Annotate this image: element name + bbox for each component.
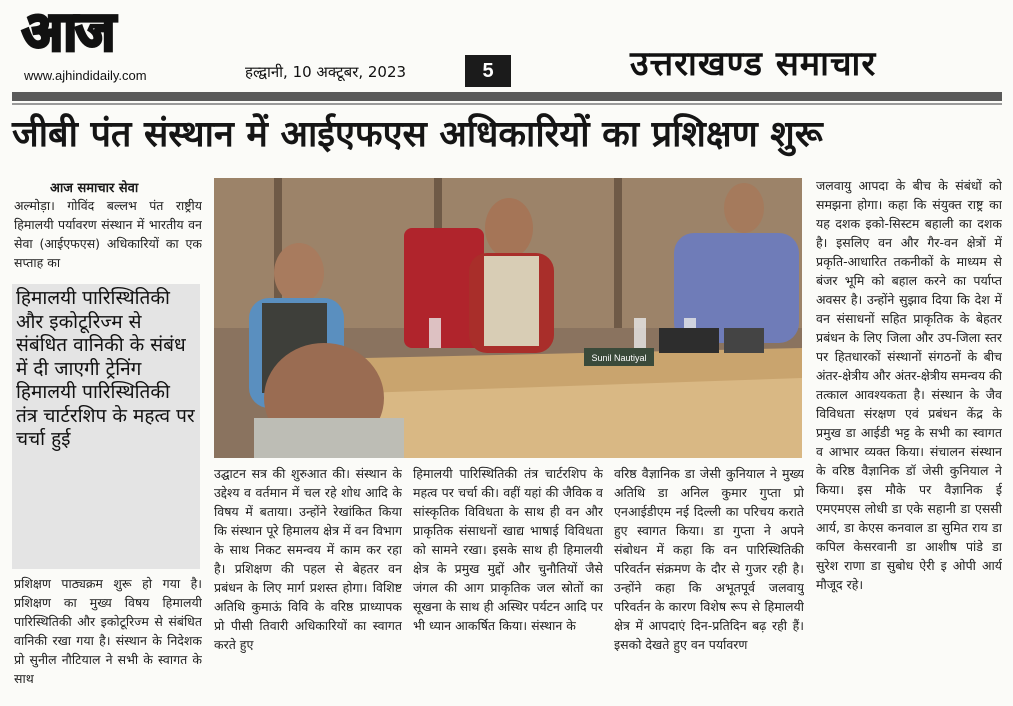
col1-top-text: अल्मोड़ा। गोविंद बल्लभ पंत राष्ट्रीय हिमालयी पर्यावरण संस्थान में भारतीय वन सेवा (आईएफएस) अधिकारियों का एक सप्ताह का bbox=[14, 198, 202, 270]
meeting-photo-illustration bbox=[214, 178, 802, 458]
col4-text: वरिष्ठ वैज्ञानिक डा जेसी कुनियाल ने मुख्य अतिथि डा अनिल कुमार गुप्ता प्रो एनआईडीएम नई दिल्ली का परिचय कराते हुए स्वागत किया। डा गुप्ता ने अपने संबोधन में कहा कि वन पारिस्थितिकी परिवर्तन संक्रमण के दौर से गुजर रही है। उन्होंने कहा कि अभूतपूर्व जलवायु परिवर्तन के कारण विशेष रूप से हिमालयी क्षेत्र में आपदाएं दिन-प्रतिदिन बढ़ रही हैं। इसको देखते हुए वन पर्यावरण bbox=[614, 466, 804, 652]
col1-bottom-text: प्रशिक्षण पाठ्यक्रम शुरू हो गया है। प्रशिक्षण का मुख्य विषय हिमालयी पारिस्थितिकी और इकोटूरिज्म से संबंधित वानिकी रखा गया है। संस्थान के निदेशक प्रो सुनील नौटियाल ने सभी के स्वागत के साथ bbox=[14, 576, 202, 686]
article-column-5 bbox=[816, 176, 1002, 706]
col2-text: उद्घाटन सत्र की शुरुआत की। संस्थान के उद्देश्य व वर्तमान में चल रहे शोध आदि के विषय में बताया। उन्होंने रेखांकित किया कि संस्थान पूरे हिमालय क्षेत्र में वन विभाग के साथ निकट समन्वय में काम कर रहा है। प्रशिक्षण की पहल से बेहतर वन प्रबंधन के लिए मार्ग प्रशस्त होगा। विशिष्ट अतिथि कुमाऊं विवि के वरिष्ठ प्राध्यापक प्रो पीसी तिवारी अधिकारियों का स्वागत करते हुए bbox=[214, 466, 402, 652]
header-rule bbox=[12, 92, 1002, 101]
page-number: 5 bbox=[465, 55, 511, 87]
dateline: हल्द्वानी, 10 अक्टूबर, 2023 bbox=[245, 63, 407, 81]
news-photo bbox=[214, 178, 802, 458]
article-column-2 bbox=[214, 464, 402, 706]
article-column-1-bottom bbox=[14, 574, 202, 706]
headline: जीबी पंत संस्थान में आईएफएस अधिकारियों का प्रशिक्षण शुरू bbox=[12, 114, 823, 155]
pull-quote: हिमालयी पारिस्थितिकी और इकोटूरिज्म से संबंधित वानिकी के संबंध में दी जाएगी ट्रेनिंग हिमालयी पारिस्थितिकी तंत्र चार्टरशिप के महत्व पर चर्चा हुई bbox=[12, 284, 200, 569]
byline: आज समाचार सेवा bbox=[50, 181, 139, 196]
section-title: उत्तराखण्ड समाचार bbox=[630, 44, 877, 84]
article-column-3 bbox=[413, 464, 603, 706]
col5-text: जलवायु आपदा के बीच के संबंधों को समझना होगा। कहा कि संयुक्त राष्ट्र का यह दशक इको-सिस्टम बहाली का दशक है। इसलिए वन और गैर-वन क्षेत्रों में प्रकृति-आधारित तकनीकों के माध्यम से बंजर भूमि को बहाल करने का पर्याप्त अवसर है। उन्होंने सुझाव दिया कि देश में वन संसाधनों सहित प्राकृतिक के बेहतर प्रबंधन के लिए जिला और उप-जिला स्तर पर हितधारकों संस्थानों संगठनों के बीच अंतर-क्षेत्रीय और अंतर-क्षेत्रीय समन्वय की तत्काल आवश्यकता है। संस्थान के जैव विविधता संरक्षण एवं प्रबंधन केंद्र के प्रमुख डा आईडी भट्ट के सभी का स्वागत व आभार व्यक्त किया। संचालन संस्थान के वरिष्ठ वैज्ञानिक डॉ जेसी कुनियाल ने किया। इस मौके पर वैज्ञानिक ई एमएमएस लोधी डा एके सहानी डा एससी आर्य, डा केएस कनवाल डा सुमित राय डा कपिल केसरवानी डा आशीष पांडे डा सुरेश राणा डा सुबोध ऐरी इ ओपी आर्य मौजूद रहे। bbox=[816, 178, 1002, 592]
newspaper-logo: आज bbox=[22, 0, 114, 63]
website-url[interactable]: www.ajhindidaily.com bbox=[24, 68, 147, 83]
nameplate-text: Sunil Nautiyal bbox=[591, 353, 647, 363]
article-column-4 bbox=[614, 464, 804, 706]
col3-text: हिमालयी पारिस्थितिकी तंत्र चार्टरशिप के महत्व पर चर्चा की। वहीं यहां की जैविक व सांस्कृतिक विविधता के साथ ही वन और प्राकृतिक संसाधनों खाद्य भाषाई विविधता को सामने रखा। इसके साथ ही हिमालयी क्षेत्र के प्रमुख मुद्दों और चुनौतियों जैसे जंगल की आग प्राकृतिक जल स्रोतों का सूखना के साथ ही अस्थिर पर्यटन आदि पर भी ध्यान आकर्षित किया। संस्थान के bbox=[413, 466, 603, 633]
header-rule-thin bbox=[12, 103, 1002, 105]
article-column-1-top bbox=[14, 196, 202, 280]
